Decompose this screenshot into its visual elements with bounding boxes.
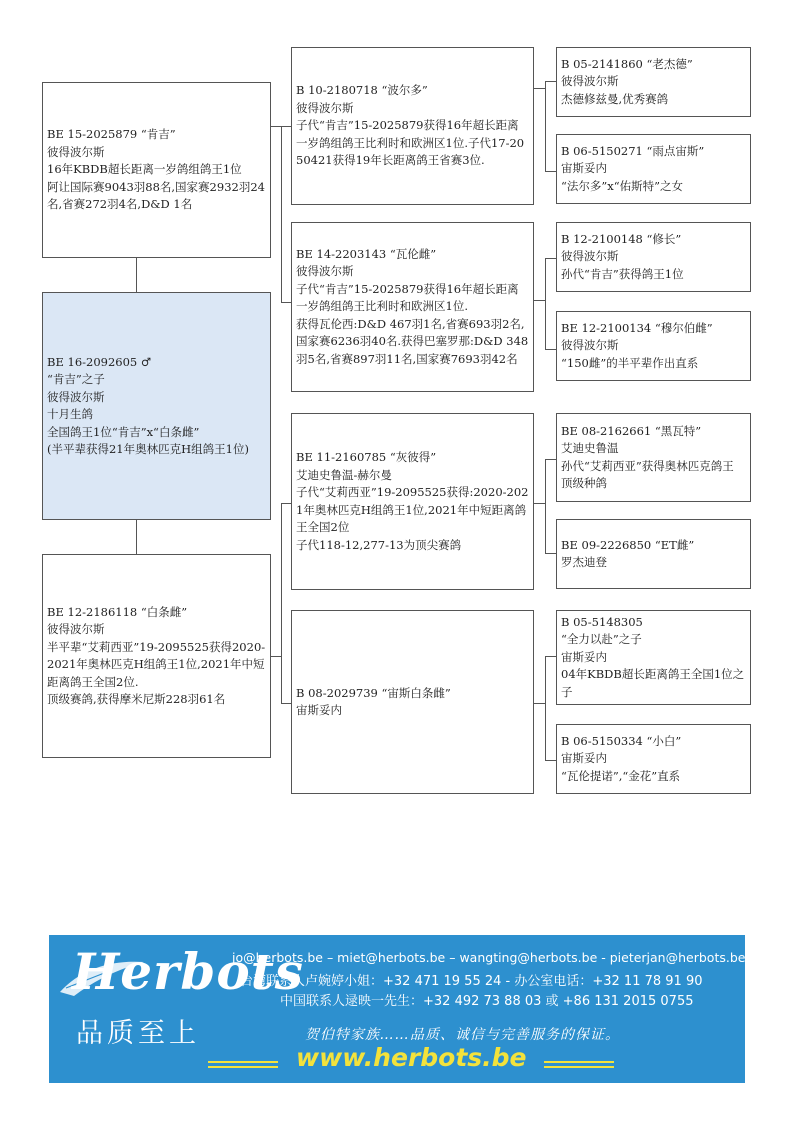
sire-card bbox=[42, 82, 271, 258]
sds-card bbox=[556, 222, 751, 292]
divider-right bbox=[544, 1061, 614, 1063]
sdd-breeder: 彼得波尔斯 bbox=[561, 338, 619, 353]
dds-ring: B 05-5148305 bbox=[561, 614, 643, 629]
dam-card bbox=[42, 554, 271, 758]
ss-breeder: 彼得波尔斯 bbox=[296, 100, 354, 115]
tagline: 贺伯特家族……品质、诚信与完善服务的保证。 bbox=[305, 1027, 620, 1043]
dss-note: 孙代“艾莉西亚”获得奥林匹克鸽王 bbox=[561, 458, 734, 473]
ddd-card bbox=[556, 724, 751, 794]
dsd-breeder: 罗杰迪登 bbox=[561, 555, 607, 569]
ssd-breeder: 宙斯妥内 bbox=[561, 161, 607, 176]
sss-ring: B 05-2141860 “老杰德” bbox=[561, 56, 693, 71]
ddd-ring: B 06-5150334 “小白” bbox=[561, 733, 682, 748]
sds-breeder: 彼得波尔斯 bbox=[561, 249, 619, 264]
dds-breeder: 宙斯妥内 bbox=[561, 649, 607, 664]
dd-card bbox=[291, 610, 534, 794]
ds-card bbox=[291, 413, 534, 590]
dam-ring: BE 12-2186118 “白条雌” bbox=[47, 604, 188, 619]
dds-parentage: “全力以赴”之子 bbox=[561, 632, 642, 647]
sire-breeder: 彼得波尔斯 bbox=[47, 144, 105, 159]
brand-slogan: 品质至上 bbox=[76, 1018, 200, 1049]
subject-note: 全国鸽王1位“肯吉”x“白条雌” bbox=[47, 424, 200, 439]
ddd-note: “瓦伦提诺”,“金花”直系 bbox=[561, 768, 681, 783]
sss-breeder: 彼得波尔斯 bbox=[561, 74, 619, 89]
dss-card bbox=[556, 413, 751, 502]
dd-breeder: 宙斯妥内 bbox=[296, 703, 342, 717]
dss-breeder: 艾迪史鲁温 bbox=[561, 441, 619, 455]
divider-right-2 bbox=[544, 1066, 614, 1068]
divider-left bbox=[208, 1061, 278, 1063]
sd-ring: BE 14-2203143 “瓦伦雌” bbox=[296, 246, 437, 261]
contact-taiwan: 台湾联系人卢婉婷小姐：+32 471 19 55 24 - 办公室电话：+32 11 78 91 90 bbox=[240, 974, 703, 989]
dsd-ring: BE 09-2226850 “ET雌” bbox=[561, 537, 695, 552]
sd-card bbox=[291, 222, 534, 392]
dss-ring: BE 08-2162661 “黑瓦特” bbox=[561, 423, 702, 438]
ssd-ring: B 06-5150271 “雨点宙斯” bbox=[561, 143, 705, 158]
contact-emails[interactable]: jo@herbots.be – miet@herbots.be – wangting@herbots.be - pieterjan@herbots.be bbox=[232, 950, 746, 965]
ds-note: 子代“艾莉西亚”19-2095525获得:2020-2021年奥林匹克H组鸽王1位,2021年中短距离鸽王全国2位 bbox=[296, 485, 529, 534]
sss-card bbox=[556, 47, 751, 117]
dds-card bbox=[556, 610, 751, 705]
sire-ring: BE 15-2025879 “肯吉” bbox=[47, 127, 176, 142]
dsd-card bbox=[556, 519, 751, 589]
subject-note-2: (半平辈获得21年奥林匹克H组鸽王1位) bbox=[47, 442, 249, 456]
ssd-note: “法尔多”x“佑斯特”之女 bbox=[561, 178, 684, 193]
subject-hatch: 十月生鸽 bbox=[47, 407, 93, 421]
sd-note: 子代“肯吉”15-2025879获得16年超长距离一岁鸽组鸽王比利时和欧洲区1位. bbox=[296, 281, 519, 314]
subject-parentage: “肯吉”之子 bbox=[47, 372, 105, 386]
sss-note: 杰德修兹曼,优秀赛鸽 bbox=[561, 91, 669, 106]
brand-logo: Herbots bbox=[72, 942, 304, 1001]
sd-breeder: 彼得波尔斯 bbox=[296, 264, 354, 279]
dam-note: 半平辈“艾莉西亚”19-2095525获得2020-2021年奥林匹克H组鸽王1位,2021年中短距离鸽王全国2位. bbox=[47, 639, 266, 689]
dss-note-2: 顶级种鸽 bbox=[561, 476, 607, 490]
sire-results: 阿让国际赛9043羽88名,国家赛2932羽24名,省赛272羽4名,D&D 1名 bbox=[47, 179, 265, 212]
subject-card bbox=[42, 292, 271, 520]
dds-note: 04年KBDB超长距离鸽王全国1位之子 bbox=[561, 667, 745, 699]
ssd-card bbox=[556, 134, 751, 204]
ddd-breeder: 宙斯妥内 bbox=[561, 751, 607, 766]
sds-ring: B 12-2100148 “修长” bbox=[561, 231, 682, 246]
ss-note: 子代“肯吉”15-2025879获得16年超长距离一岁鸽组鸽王比利时和欧洲区1位.子代17-2050421获得19年长距离鸽王省赛3位. bbox=[296, 118, 525, 168]
sds-note: 孙代“肯吉”获得鸽王1位 bbox=[561, 266, 684, 281]
sdd-note: “150雌”的半平辈作出直系 bbox=[561, 355, 699, 370]
ds-note-2: 子代118-12,277-13为顶尖赛鸽 bbox=[296, 537, 462, 552]
subject-breeder: 彼得波尔斯 bbox=[47, 389, 105, 404]
divider-left-2 bbox=[208, 1066, 278, 1068]
ds-ring: BE 11-2160785 “灰彼得” bbox=[296, 450, 437, 464]
contact-china: 中国联系人逯映一先生：+32 492 73 88 03 或 +86 131 2015 0755 bbox=[280, 994, 694, 1009]
dd-ring: B 08-2029739 “宙斯白条雌” bbox=[296, 685, 451, 700]
ss-card bbox=[291, 47, 534, 205]
dam-results: 顶级赛鸽,获得摩米尼斯228羽61名 bbox=[47, 692, 226, 706]
sdd-card bbox=[556, 311, 751, 381]
subject-ring: BE 16-2092605 ♂ bbox=[47, 354, 152, 369]
website-link[interactable]: www.herbots.be bbox=[296, 1043, 527, 1072]
sd-results: 获得瓦伦西:D&D 467羽1名,省赛693羽2名,国家赛6236羽40名.获得巴塞罗那:D&D 348羽5名,省赛897羽11名,国家赛7693羽42名 bbox=[296, 316, 529, 366]
dam-breeder: 彼得波尔斯 bbox=[47, 622, 105, 636]
sire-note: 16年KBDB超长距离一岁鸽组鸽王1位 bbox=[47, 162, 242, 177]
ds-breeder: 艾迪史鲁温-赫尔曼 bbox=[296, 467, 392, 482]
ss-ring: B 10-2180718 “波尔多” bbox=[296, 83, 428, 98]
sdd-ring: BE 12-2100134 “穆尔伯雌” bbox=[561, 320, 713, 335]
